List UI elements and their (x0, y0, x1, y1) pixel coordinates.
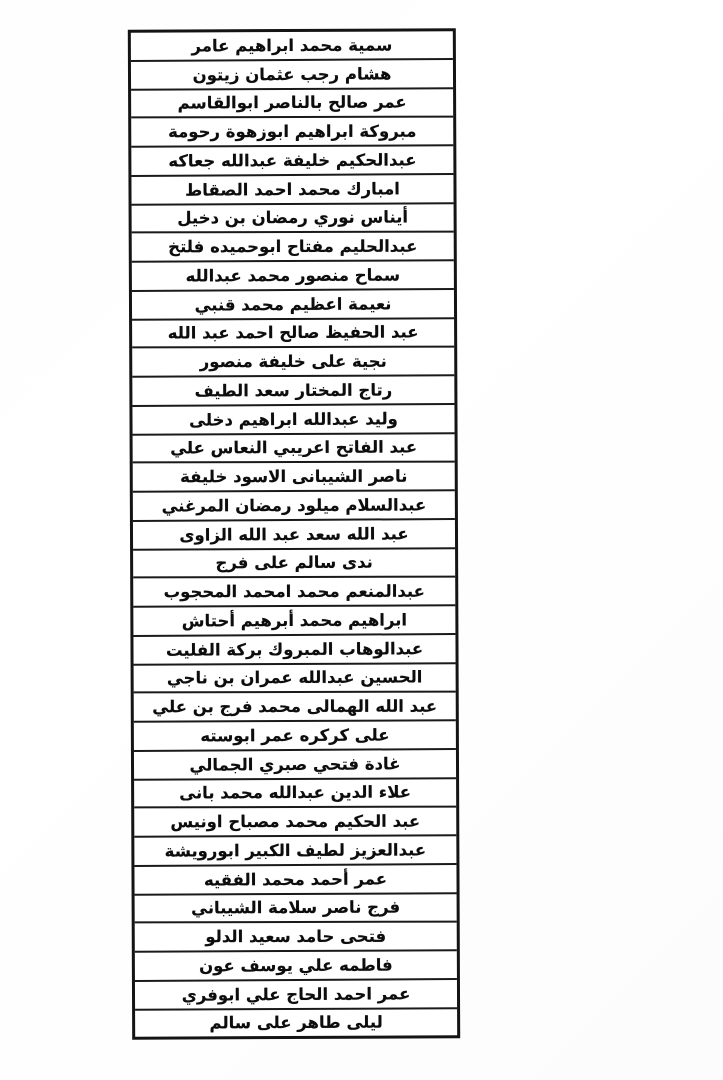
table-row (132, 403, 454, 434)
person-name: عبدالحكيم خليفة عبدالله جعاكه (168, 150, 417, 171)
table-row (135, 949, 457, 979)
person-name: عبدالسلام ميلود رمضان المرغني (161, 495, 427, 516)
table-row (133, 461, 455, 490)
table-row (132, 231, 454, 260)
person-name: عبد الحكيم محمد مصباح اونيس (170, 811, 421, 832)
table-row (133, 432, 455, 462)
person-name: عبدالوهاب المبروك بركة الفليت (165, 638, 424, 660)
person-name: غادة فتحي صبري الجمالي (189, 753, 401, 775)
table-row (134, 834, 456, 864)
person-name: وليد عبدالله ابراهيم دخلى (189, 408, 398, 430)
person-name: عبدالعزيز لطيف الكبير ابورويشة (164, 840, 427, 861)
person-name: نجية على خليفة منصور (199, 351, 387, 372)
person-name: فتحى حامد سعيد الدلو (205, 926, 387, 947)
person-name: على كركره عمر ابوسته (200, 725, 390, 746)
person-name: رتاج المختار سعد الطيف (194, 380, 393, 401)
table-row (132, 202, 454, 232)
table-row (132, 317, 454, 347)
person-name: سمية محمد ابراهيم عامر (191, 35, 393, 56)
person-name: نعيمة اعظيم محمد قنبي (194, 293, 392, 315)
table-row (131, 31, 453, 59)
person-name: فاطمه علي يوسف عون (199, 955, 393, 976)
person-name: عبد الفاتح اعريبي النعاس علي (170, 437, 418, 458)
table-row (133, 576, 455, 605)
person-name: عبدالمنعم محمد امحمد المحجوب (163, 581, 425, 602)
person-name: مبروكة ابراهيم ابوزهوة رحومة (168, 121, 417, 142)
person-name: سماح منصور محمد عبدالله (185, 265, 401, 286)
table-row (134, 748, 456, 779)
person-name: عمر صالح بالناصر ابوالقاسم (177, 92, 407, 113)
table-row (131, 144, 453, 174)
table-row (131, 116, 453, 145)
table-row (133, 518, 455, 549)
person-name: عمر احمد الحاج علي ابوفري (181, 983, 411, 1005)
names-table (128, 28, 460, 1039)
person-name: عبد الحفيظ صالح احمد عبد الله (167, 322, 419, 343)
person-name: الحسين عبدالله عمران بن ناجي (166, 667, 423, 688)
person-name: علاء الدين عبدالله محمد بانى (179, 782, 412, 803)
person-name: أيناس نوري رمضان بن دخيل (177, 207, 409, 228)
table-row (135, 1007, 457, 1037)
table-row (131, 58, 453, 89)
table-row (131, 173, 453, 204)
table-row (132, 259, 454, 289)
table-row (135, 978, 457, 1009)
table-row (132, 288, 454, 319)
table-row (134, 719, 456, 749)
person-name: عبدالحليم مفتاح ابوحميده فلتخ (168, 236, 418, 257)
table-row (134, 691, 456, 720)
table-row (135, 892, 457, 922)
table-row (131, 87, 453, 117)
person-name: ابراهيم محمد أبرهيم أحتاش (181, 610, 408, 631)
person-name: هشام رجب عثمان زيتون (192, 63, 392, 85)
table-row (134, 806, 456, 835)
table-row (134, 662, 456, 692)
table-row (132, 374, 454, 404)
person-name: ناصر الشيبانى الاسود خليفة (180, 466, 408, 487)
table-row (133, 604, 455, 634)
person-name: عمر أحمد محمد الفقيه (203, 869, 388, 890)
table-row (132, 346, 454, 375)
table-row (135, 921, 457, 950)
table-row (133, 489, 455, 519)
person-name: عبد الله الهمالى محمد فرج بن علي (152, 696, 438, 717)
table-row (133, 633, 455, 664)
person-name: عبد الله سعد عبد الله الزاوى (179, 523, 409, 545)
table-row (134, 863, 456, 894)
person-name: ندى سالم على فرج (215, 553, 373, 573)
person-name: امبارك محمد احمد الصقاط (185, 178, 400, 200)
person-name: ليلى طاهر على سالم (209, 1012, 383, 1033)
table-row (133, 547, 455, 577)
table-row (134, 777, 456, 807)
person-name: فرج ناصر سلامة الشيباني (191, 897, 401, 918)
